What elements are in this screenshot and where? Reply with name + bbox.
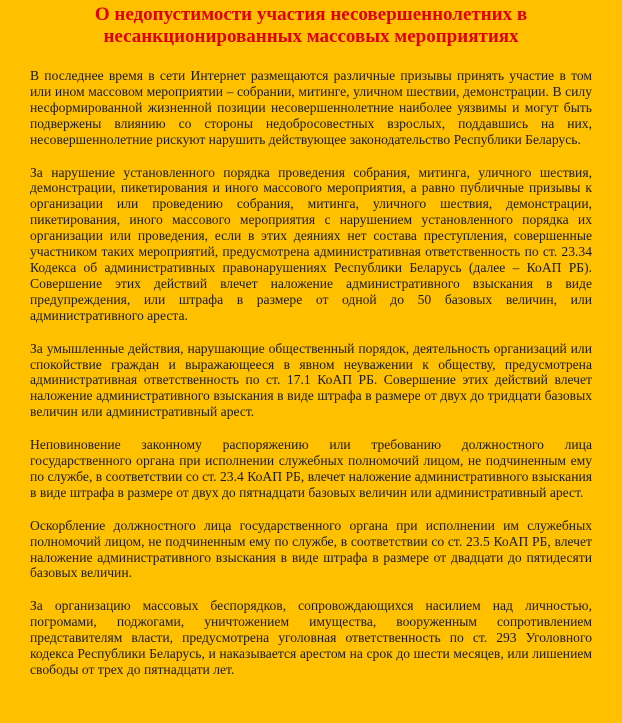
paragraph-intro: В последнее время в сети Интернет размещаются различные призывы принять участие в том или ином массовом мероприятии – собрании, митинге, уличном шествии, демонстрации. В силу несформированной жизненной позиции несовершеннолетние наиболее уязвимы и могут быть подвержены влиянию со стороны недобросовестных взрослых, поддавшись на них, несовершеннолетние рискуют нарушить действующее законодательство Республики Беларусь. xyxy=(30,68,592,147)
title-line-2: несанкционированных массовых мероприятиях xyxy=(103,26,519,47)
paragraph-article-23-4: Неповиновение законному распоряжению или требованию должностного лица государственного органа при исполнении служебных полномочий лицом, не подчиненным ему по службе, в соответствии со ст. 23.4 КоАП РБ, влечет наложение административного взыскания в виде штрафа в размере от двух до пятнадцати базовых величин или административный арест. xyxy=(30,437,592,500)
paragraph-article-17-1: За умышленные действия, нарушающие общественный порядок, деятельность организаций или спокойствие граждан и выражающееся в явном неуважении к обществу, предусмотрена административная ответственность по ст. 17.1 КоАП РБ. Совершение этих действий влечет наложение административного взыскания в виде штрафа в размере от двух до тридцати базовых величин или административный арест. xyxy=(30,340,592,420)
paragraph-article-23-34: За нарушение установленного порядка проведения собрания, митинга, уличного шествия, демонстрации, пикетирования и иного массового мероприятия, а равно публичные призывы к организации или проведению собрания, митинга, уличного шествия, демонстрации, пикетирования, иного массового мероприятия с нарушением установленного порядка их организации или проведения, если в этих деяниях нет состава преступления, совершенные участником таких мероприятий, предусмотрена административная ответственность по ст. 23.34 Кодекса об административных правонарушениях Республики Беларусь (далее – КоАП РБ). Совершение этих действий влечет наложение административного взыскания в виде предупреждения, или штрафа в размере от одной до 50 базовых величин, или административного ареста. xyxy=(30,164,592,323)
paragraph-article-293: За организацию массовых беспорядков, сопровождающихся насилием над личностью, погромами, поджогами, уничтожением имущества, вооруженным сопротивлением представителям власти, предусмотрена уголовная ответственность по ст. 293 Уголовного кодекса Республики Беларусь, и наказывается арестом на срок до шести месяцев, или лишением свободы от трех до пятнадцати лет. xyxy=(30,598,592,677)
document-body xyxy=(30,68,592,678)
title-line-1: О недопустимости участия несовершеннолетних в xyxy=(94,4,528,25)
paragraph-article-23-5: Оскорбление должностного лица государственного органа при исполнении им служебных полномочий лицом, не подчиненным ему по службе, в соответствии со ст. 23.5 КоАП РБ, влечет наложение административного взыскания в виде штрафа в размере от двадцати до пятидесяти базовых величин. xyxy=(30,517,592,581)
document-title xyxy=(30,4,592,48)
